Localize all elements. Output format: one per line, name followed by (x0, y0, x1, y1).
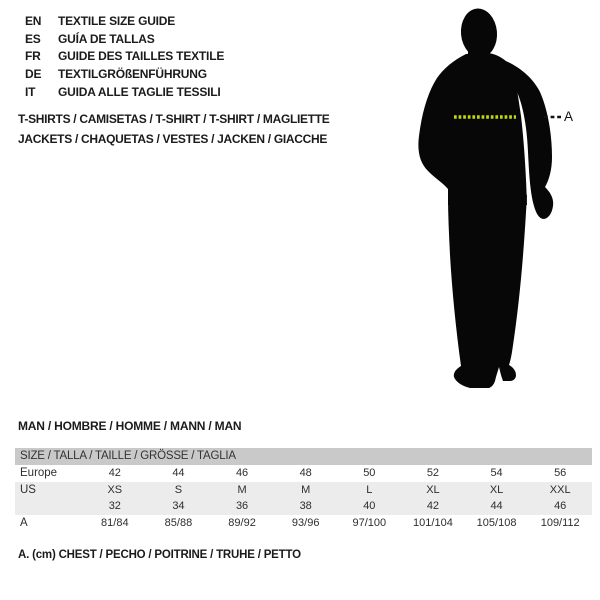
language-row (25, 84, 224, 102)
size-cell: M (301, 483, 311, 496)
size-cell: 42 (108, 467, 121, 480)
size-cell: 81/84 (101, 516, 129, 529)
measurement-a-label: A (564, 109, 574, 124)
language-row (25, 13, 224, 31)
language-code: DE (25, 67, 42, 82)
size-cell: 105/108 (476, 516, 517, 529)
language-code: ES (25, 31, 41, 46)
section-title: MAN / HOMBRE / HOMME / MANN / MAN (18, 419, 242, 433)
size-table-header: SIZE / TALLA / TAILLE / GRÖSSE / TAGLIA (15, 448, 592, 465)
size-cell: XL (426, 483, 440, 496)
table-row (15, 482, 592, 499)
size-cell: 93/96 (291, 516, 320, 529)
size-cell: 50 (363, 467, 376, 480)
row-label: A (20, 516, 28, 529)
language-list (25, 13, 224, 102)
size-cell: 46 (235, 467, 249, 480)
size-cell: 34 (172, 500, 185, 513)
language-code: EN (25, 14, 42, 28)
size-cell: 44 (172, 467, 185, 480)
size-cell: 46 (554, 500, 567, 513)
language-code: IT (25, 84, 36, 99)
language-row (25, 48, 224, 66)
size-cell: 32 (108, 500, 121, 513)
size-cell: 48 (299, 467, 312, 480)
language-title: GUIDE DES TAILLES TEXTILE (58, 49, 225, 64)
size-cell: 54 (490, 467, 503, 480)
row-label: Europe (20, 467, 58, 480)
man-silhouette (400, 5, 580, 395)
language-row (25, 66, 224, 84)
size-cell: 85/88 (164, 516, 193, 529)
size-cell: L (366, 483, 373, 496)
size-cell: 89/92 (228, 516, 256, 529)
language-code: FR (25, 49, 41, 64)
size-cell: 101/104 (413, 516, 453, 529)
size-cell: 44 (490, 500, 503, 513)
table-row (15, 515, 592, 532)
size-cell: 40 (363, 500, 376, 513)
category-line-jackets: JACKETS / CHAQUETAS / VESTES / JACKEN / GIACCHE (18, 131, 328, 146)
size-cell: 109/112 (540, 516, 580, 529)
category-line-tshirts: T-SHIRTS / CAMISETAS / T-SHIRT / T-SHIRT / MAGLIETTE (18, 112, 330, 126)
size-table-body (15, 465, 592, 531)
size-cell: XS (107, 483, 123, 496)
row-label: US (20, 483, 36, 496)
size-cell: 56 (554, 467, 567, 480)
language-title: GUIDA ALLE TAGLIE TESSILI (58, 84, 221, 99)
size-cell: S (174, 483, 183, 496)
size-table (15, 448, 592, 531)
category-list (18, 110, 330, 149)
language-title: GUÍA DE TALLAS (58, 31, 155, 46)
table-row (15, 498, 592, 515)
measurement-footnote: A. (cm) CHEST / PECHO / POITRINE / TRUHE / PETTO (18, 549, 301, 561)
language-title: TEXTILE SIZE GUIDE (58, 14, 176, 28)
size-cell: M (237, 483, 247, 496)
size-cell: 52 (426, 467, 440, 480)
size-cell: XL (489, 483, 504, 496)
size-cell: 42 (426, 500, 440, 513)
man-silhouette-body (418, 7, 553, 388)
language-row (25, 31, 224, 49)
size-cell: 38 (299, 500, 312, 513)
size-cell: 97/100 (352, 516, 387, 529)
size-cell: 36 (235, 500, 249, 513)
size-cell: XXL (549, 483, 571, 496)
table-row (15, 465, 592, 482)
language-title: TEXTILGRÖßENFÜHRUNG (58, 67, 207, 82)
